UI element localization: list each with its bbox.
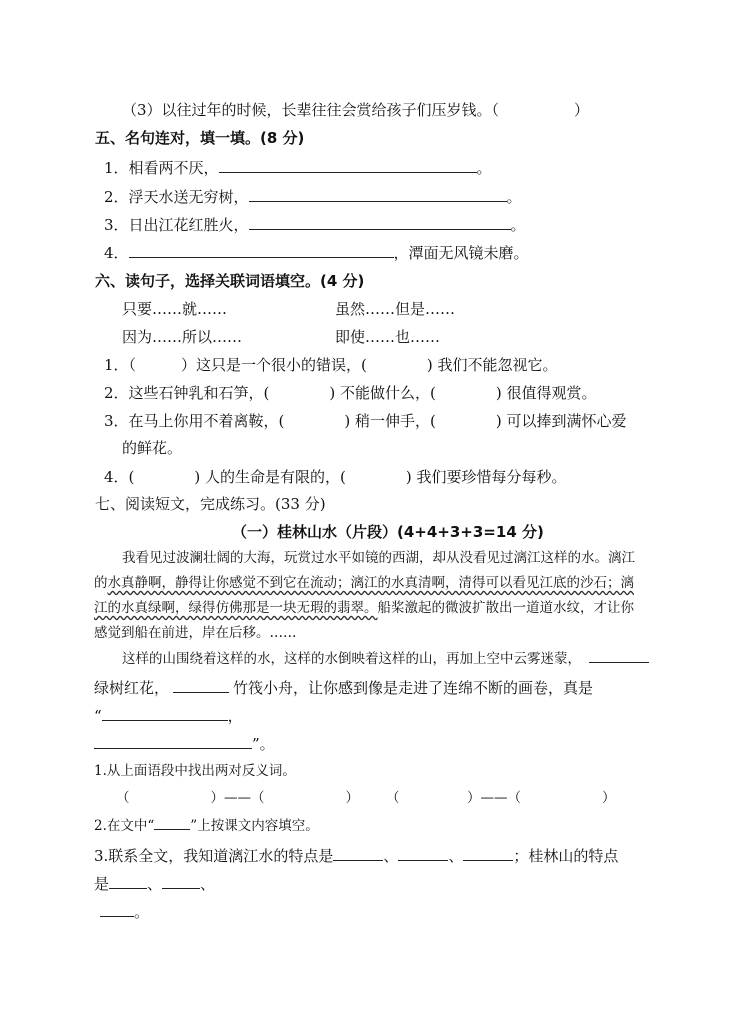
couplet-1-end: 。 (476, 159, 492, 177)
couplet-1 (104, 158, 492, 178)
passage-p2-line-2 (94, 678, 593, 698)
couplet-2 (104, 187, 522, 207)
water-trait-blank-1[interactable] (333, 846, 383, 861)
water-trait-blank-3[interactable] (463, 846, 513, 861)
question-2 (94, 816, 319, 836)
passage-p1-line-3 (94, 598, 634, 618)
close-quote: ”。 (252, 735, 275, 753)
passage-blank-1[interactable] (589, 648, 649, 663)
passage-p1-line-4: 感觉到船在前进，岸在后移。…… (94, 625, 297, 641)
section-5-heading: 五、名句连对，填一填。(8 分) (95, 129, 305, 147)
question-3-is: 是 (94, 875, 110, 893)
mountain-trait-blank-2[interactable] (162, 874, 200, 889)
passage-blank-2[interactable] (173, 678, 229, 693)
section-7-heading: 七、阅读短文，完成练习。(33 分) (95, 495, 326, 513)
separator: 、 (448, 847, 464, 865)
couplet-3-text: 3．日出江花红胜火， (104, 216, 249, 234)
couplet-4-text: ，潭面无风镜未磨。 (393, 244, 529, 262)
couplet-2-end: 。 (506, 188, 522, 206)
passage-p1-line-2-start: 的 (94, 575, 108, 591)
question-2-start: 2.在文中“ (94, 818, 155, 834)
mountain-trait-blank-1[interactable] (109, 874, 147, 889)
item-3-line: （3）以往过年的时候，长辈往往会赏给孩子们压岁钱。（ ） (122, 101, 590, 119)
passage-p1-line-1: 我看见过波澜壮阔的大海，玩赏过水平如镜的西湖，却从没看见过漓江这样的水。漓江 (122, 550, 635, 566)
question-3-line-1 (94, 846, 618, 866)
couplet-3 (104, 215, 526, 235)
section-6-heading: 六、读句子，选择关联词语填空。(4 分) (95, 272, 365, 290)
passage-p2-line-1 (122, 648, 649, 669)
passage-p2-line-2-start: 绿树红花， (94, 679, 170, 697)
separator: 、 (383, 847, 399, 865)
question-3-mountain: ；桂林山的特点 (513, 847, 619, 865)
couplet-3-blank[interactable] (249, 215, 511, 230)
sentence-4: 4．( ) 人的生命是有限的，( ) 我们要珍惜每分每秒。 (104, 468, 567, 486)
passage-p1-line-3-rest: 船桨激起的微波扩散出一道道水纹，才让你 (377, 600, 634, 616)
passage-blank-3[interactable] (102, 706, 228, 721)
passage-p2-line-3 (94, 706, 243, 726)
connective-option-2: 虽然……但是…… (335, 300, 456, 318)
passage-p2-line-3-end: ， (227, 707, 243, 725)
couplet-2-text: 2．浮天水送无穷树， (104, 188, 249, 206)
mountain-trait-blank-3[interactable] (100, 902, 134, 917)
couplet-4-num: 4． (104, 244, 129, 262)
question-2-blank-sample (154, 817, 190, 830)
passage-p2-line-2-rest: 竹筏小舟，让你感到像是走进了连绵不断的画卷，真是 (233, 679, 594, 697)
passage-p2-line-1-text: 这样的山围绕着这样的水，这样的水倒映着这样的山，再加上空中云雾迷蒙， (122, 651, 581, 667)
separator: 、 (200, 875, 216, 893)
sentence-1: 1．（ ）这只是一个很小的错误，( ) 我们不能忽视它。 (104, 356, 558, 374)
couplet-4 (104, 243, 529, 263)
connective-option-1: 只要……就…… (122, 300, 228, 318)
wavy-underlined-text-2: 江的水真绿啊，绿得仿佛那是一块无瑕的翡翠。 (94, 600, 378, 616)
open-quote: “ (94, 707, 102, 725)
antonym-pairs[interactable]: （ ）——（ ） （ ）——（ ） (116, 790, 616, 806)
sentence-3-line-1: 3．在马上你用不着离鞍，( ) 稍一伸手，( ) 可以捧到满怀心爱 (104, 412, 627, 430)
separator: 、 (147, 875, 163, 893)
passage-p2-line-4 (94, 734, 275, 754)
wavy-underlined-text: 水真静啊，静得让你感觉不到它在流动；漓江的水真清啊，清得可以看见江底的沙石；漓 (107, 575, 634, 591)
couplet-4-blank[interactable] (129, 243, 394, 258)
question-1: 1.从上面语段中找出两对反义词。 (94, 763, 296, 779)
question-3-line-2 (94, 874, 215, 894)
passage-p1-line-2 (94, 573, 634, 593)
couplet-1-text: 1．相看两不厌， (104, 159, 219, 177)
water-trait-blank-2[interactable] (398, 846, 448, 861)
sentence-3-line-2: 的鲜花。 (122, 439, 183, 457)
question-3-line-3 (100, 902, 149, 922)
question-3-end: 。 (134, 903, 150, 921)
couplet-2-blank[interactable] (249, 187, 507, 202)
question-3-text: 3.联系全文，我知道漓江水的特点是 (94, 847, 334, 865)
connective-option-3: 因为……所以…… (122, 328, 243, 346)
connective-option-4: 即使……也…… (335, 328, 441, 346)
sentence-2: 2．这些石钟乳和石笋，( ) 不能做什么，( ) 很值得观赏。 (104, 384, 597, 402)
passage-blank-4[interactable] (94, 734, 252, 749)
question-2-rest: ”上按课文内容填空。 (190, 818, 319, 834)
couplet-3-end: 。 (510, 216, 526, 234)
passage-title: （一）桂林山水（片段）(4+4+3+3=14 分) (232, 523, 544, 541)
couplet-1-blank[interactable] (219, 158, 477, 173)
